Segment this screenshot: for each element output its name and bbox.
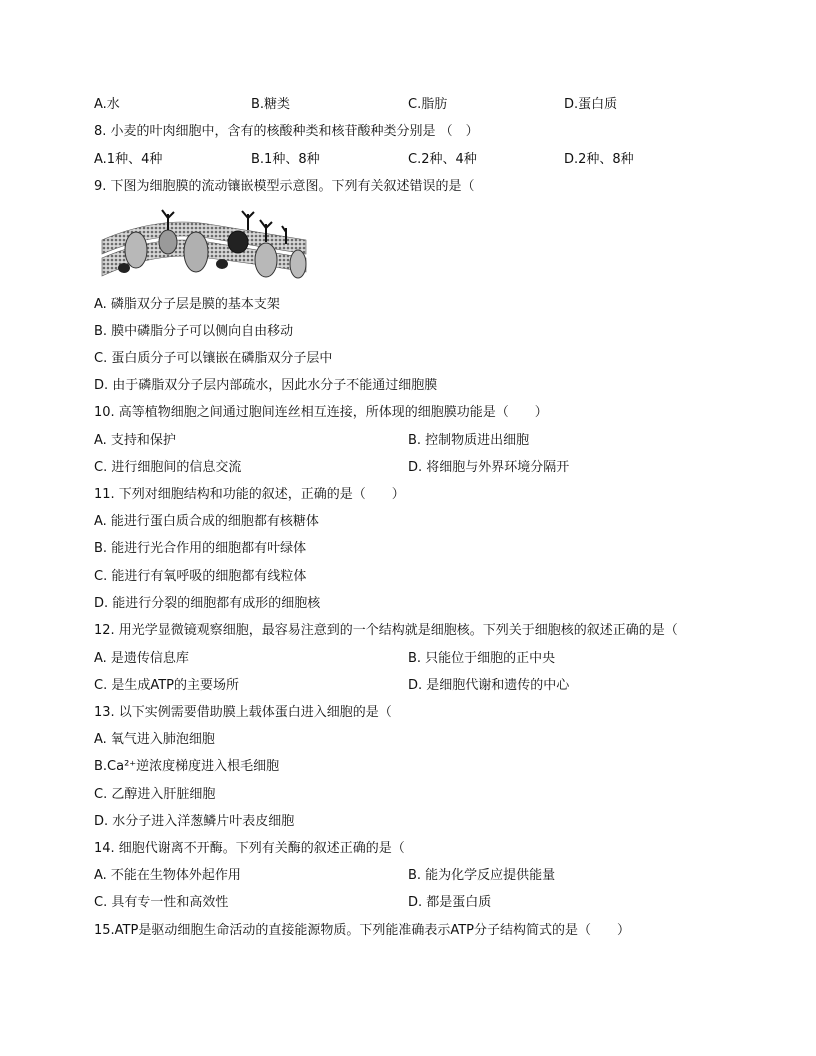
q10-stem: 10. 高等植物细胞之间通过胞间连丝相互连接，所体现的细胞膜功能是（ ）: [94, 405, 548, 420]
membrane-protein: [184, 232, 208, 272]
q11-option-d: D. 能进行分裂的细胞都有成形的细胞核: [94, 596, 321, 611]
q7-option-b: B.糖类: [251, 97, 291, 112]
q12-option-d: D. 是细胞代谢和遗传的中心: [408, 678, 570, 693]
membrane-protein: [118, 263, 130, 273]
q12-option-c: C. 是生成ATP的主要场所: [94, 678, 240, 693]
q9-option-d: D. 由于磷脂双分子层内部疏水，因此水分子不能通过细胞膜: [94, 378, 438, 393]
q12-stem: 12. 用光学显微镜观察细胞，最容易注意到的一个结构就是细胞核。下列关于细胞核的叙述正确的是（: [94, 623, 678, 638]
cell-membrane-diagram: [98, 206, 312, 288]
q8-option-c: C.2种、4种: [408, 152, 477, 167]
glycoprotein-chain: [242, 211, 254, 230]
q11-option-b: B. 能进行光合作用的细胞都有叶绿体: [94, 541, 307, 556]
membrane-protein: [228, 231, 248, 253]
q10-option-b: B. 控制物质进出细胞: [408, 433, 530, 448]
membrane-protein: [125, 232, 147, 268]
q14-option-c: C. 具有专一性和高效性: [94, 895, 229, 910]
q13-option-b: B.Ca²⁺逆浓度梯度进入根毛细胞: [94, 759, 280, 774]
q11-option-a: A. 能进行蛋白质合成的细胞都有核糖体: [94, 514, 319, 529]
membrane-protein: [216, 259, 228, 269]
q9-option-a: A. 磷脂双分子层是膜的基本支架: [94, 297, 280, 312]
q9-option-c: C. 蛋白质分子可以镶嵌在磷脂双分子层中: [94, 351, 333, 366]
q13-option-c: C. 乙醇进入肝脏细胞: [94, 787, 216, 802]
q13-option-a: A. 氧气进入肺泡细胞: [94, 732, 215, 747]
q7-option-d: D.蛋白质: [564, 97, 618, 112]
q14-option-a: A. 不能在生物体外起作用: [94, 868, 241, 883]
q9-option-b: B. 膜中磷脂分子可以侧向自由移动: [94, 324, 294, 339]
q13-stem: 13. 以下实例需要借助膜上载体蛋白进入细胞的是（: [94, 705, 392, 720]
q14-option-d: D. 都是蛋白质: [408, 895, 492, 910]
membrane-protein: [290, 250, 306, 278]
q12-option-b: B. 只能位于细胞的正中央: [408, 651, 556, 666]
membrane-protein: [159, 230, 177, 254]
q8-option-d: D.2种、8种: [564, 152, 634, 167]
q10-option-d: D. 将细胞与外界环境分隔开: [408, 460, 570, 475]
q7-option-c: C.脂肪: [408, 97, 448, 112]
q14-option-b: B. 能为化学反应提供能量: [408, 868, 556, 883]
q10-option-c: C. 进行细胞间的信息交流: [94, 460, 242, 475]
q15-stem: 15.ATP是驱动细胞生命活动的直接能源物质。下列能准确表示ATP分子结构简式的是（ ）: [94, 923, 631, 938]
q11-option-c: C. 能进行有氧呼吸的细胞都有线粒体: [94, 569, 307, 584]
q12-option-a: A. 是遗传信息库: [94, 651, 189, 666]
q14-stem: 14. 细胞代谢离不开酶。下列有关酶的叙述正确的是（: [94, 841, 405, 856]
q9-stem: 9. 下图为细胞膜的流动镶嵌模型示意图。下列有关叙述错误的是（: [94, 179, 475, 194]
q8-option-b: B.1种、8种: [251, 152, 320, 167]
q8-option-a: A.1种、4种: [94, 152, 163, 167]
membrane-protein: [255, 243, 277, 277]
q11-stem: 11. 下列对细胞结构和功能的叙述，正确的是（ ）: [94, 487, 405, 502]
q13-option-d: D. 水分子进入洋葱鳞片叶表皮细胞: [94, 814, 295, 829]
q7-option-a: A.水: [94, 97, 120, 112]
q10-option-a: A. 支持和保护: [94, 433, 176, 448]
q8-stem: 8. 小麦的叶肉细胞中，含有的核酸种类和核苷酸种类分别是 （ ）: [94, 124, 479, 139]
